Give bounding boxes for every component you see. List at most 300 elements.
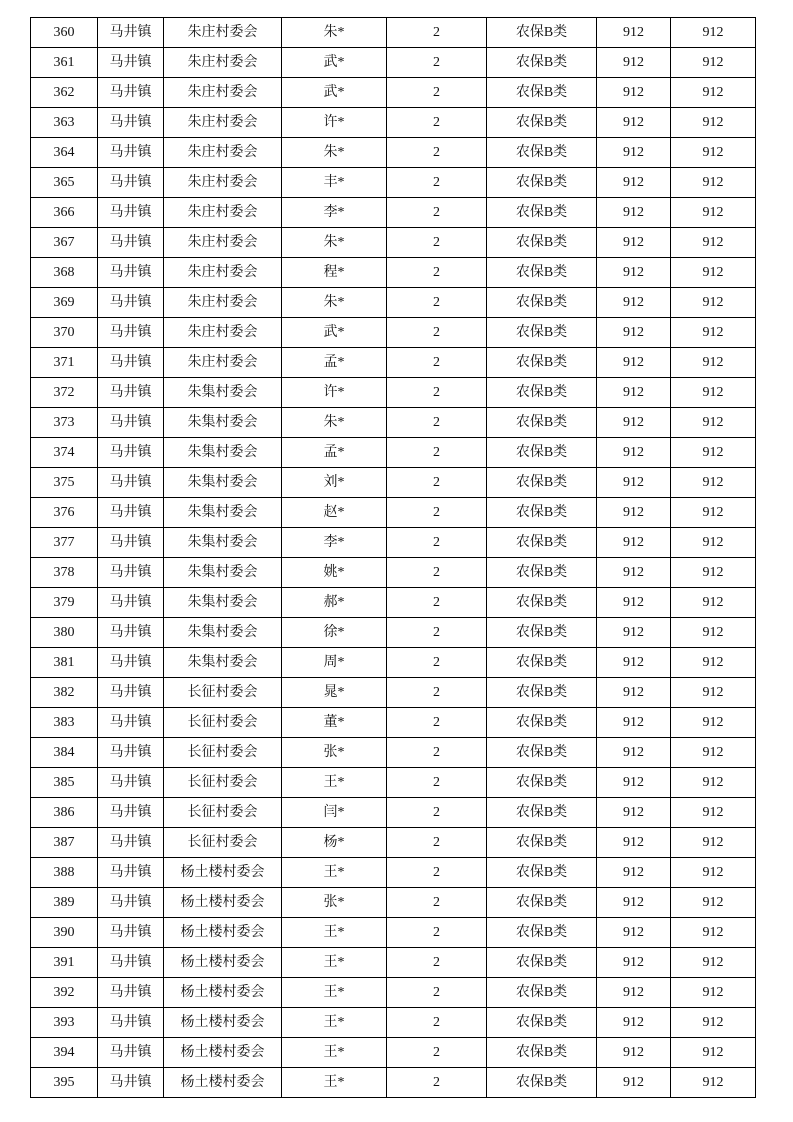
- insurance-type-cell: 农保B类: [487, 918, 597, 948]
- count-cell: 2: [387, 768, 487, 798]
- insurance-type-cell: 农保B类: [487, 828, 597, 858]
- name-cell: 武*: [282, 48, 387, 78]
- count-cell: 2: [387, 258, 487, 288]
- amount-cell: 912: [597, 738, 671, 768]
- insurance-type-cell: 农保B类: [487, 438, 597, 468]
- table-row: [31, 198, 756, 228]
- total-amount-cell: 912: [671, 828, 756, 858]
- row-number-cell: 395: [31, 1068, 98, 1098]
- table-row: [31, 978, 756, 1008]
- name-cell: 李*: [282, 198, 387, 228]
- table-row: [31, 78, 756, 108]
- amount-cell: 912: [597, 708, 671, 738]
- town-cell: 马井镇: [98, 768, 164, 798]
- village-committee-cell: 杨土楼村委会: [164, 858, 282, 888]
- town-cell: 马井镇: [98, 198, 164, 228]
- insurance-type-cell: 农保B类: [487, 618, 597, 648]
- total-amount-cell: 912: [671, 468, 756, 498]
- total-amount-cell: 912: [671, 318, 756, 348]
- name-cell: 王*: [282, 858, 387, 888]
- table-row: [31, 918, 756, 948]
- insurance-type-cell: 农保B类: [487, 1068, 597, 1098]
- row-number-cell: 392: [31, 978, 98, 1008]
- town-cell: 马井镇: [98, 468, 164, 498]
- insurance-type-cell: 农保B类: [487, 78, 597, 108]
- village-committee-cell: 朱庄村委会: [164, 108, 282, 138]
- town-cell: 马井镇: [98, 378, 164, 408]
- town-cell: 马井镇: [98, 258, 164, 288]
- insurance-type-cell: 农保B类: [487, 378, 597, 408]
- town-cell: 马井镇: [98, 48, 164, 78]
- insurance-type-cell: 农保B类: [487, 138, 597, 168]
- name-cell: 王*: [282, 1008, 387, 1038]
- table-row: [31, 168, 756, 198]
- town-cell: 马井镇: [98, 1008, 164, 1038]
- village-committee-cell: 杨土楼村委会: [164, 948, 282, 978]
- insurance-type-cell: 农保B类: [487, 798, 597, 828]
- amount-cell: 912: [597, 468, 671, 498]
- village-committee-cell: 朱庄村委会: [164, 48, 282, 78]
- name-cell: 张*: [282, 738, 387, 768]
- count-cell: 2: [387, 1068, 487, 1098]
- insurance-type-cell: 农保B类: [487, 48, 597, 78]
- row-number-cell: 365: [31, 168, 98, 198]
- name-cell: 张*: [282, 888, 387, 918]
- total-amount-cell: 912: [671, 558, 756, 588]
- amount-cell: 912: [597, 978, 671, 1008]
- table-row: [31, 708, 756, 738]
- total-amount-cell: 912: [671, 768, 756, 798]
- amount-cell: 912: [597, 378, 671, 408]
- table-row: [31, 948, 756, 978]
- row-number-cell: 379: [31, 588, 98, 618]
- amount-cell: 912: [597, 18, 671, 48]
- table-row: [31, 348, 756, 378]
- amount-cell: 912: [597, 558, 671, 588]
- insurance-type-cell: 农保B类: [487, 258, 597, 288]
- village-committee-cell: 朱集村委会: [164, 408, 282, 438]
- table-row: [31, 318, 756, 348]
- name-cell: 王*: [282, 978, 387, 1008]
- amount-cell: 912: [597, 78, 671, 108]
- count-cell: 2: [387, 78, 487, 108]
- count-cell: 2: [387, 228, 487, 258]
- row-number-cell: 377: [31, 528, 98, 558]
- amount-cell: 912: [597, 528, 671, 558]
- insurance-type-cell: 农保B类: [487, 588, 597, 618]
- amount-cell: 912: [597, 258, 671, 288]
- row-number-cell: 381: [31, 648, 98, 678]
- name-cell: 刘*: [282, 468, 387, 498]
- count-cell: 2: [387, 978, 487, 1008]
- name-cell: 朱*: [282, 228, 387, 258]
- town-cell: 马井镇: [98, 1038, 164, 1068]
- total-amount-cell: 912: [671, 858, 756, 888]
- amount-cell: 912: [597, 348, 671, 378]
- insurance-type-cell: 农保B类: [487, 168, 597, 198]
- name-cell: 晁*: [282, 678, 387, 708]
- town-cell: 马井镇: [98, 918, 164, 948]
- insurance-type-cell: 农保B类: [487, 198, 597, 228]
- town-cell: 马井镇: [98, 108, 164, 138]
- row-number-cell: 382: [31, 678, 98, 708]
- village-committee-cell: 朱庄村委会: [164, 288, 282, 318]
- town-cell: 马井镇: [98, 618, 164, 648]
- total-amount-cell: 912: [671, 408, 756, 438]
- name-cell: 杨*: [282, 828, 387, 858]
- amount-cell: 912: [597, 588, 671, 618]
- town-cell: 马井镇: [98, 588, 164, 618]
- village-committee-cell: 长征村委会: [164, 708, 282, 738]
- name-cell: 徐*: [282, 618, 387, 648]
- row-number-cell: 375: [31, 468, 98, 498]
- row-number-cell: 368: [31, 258, 98, 288]
- count-cell: 2: [387, 858, 487, 888]
- table-row: [31, 558, 756, 588]
- count-cell: 2: [387, 48, 487, 78]
- total-amount-cell: 912: [671, 18, 756, 48]
- insurance-type-cell: 农保B类: [487, 498, 597, 528]
- table-row: [31, 378, 756, 408]
- name-cell: 董*: [282, 708, 387, 738]
- amount-cell: 912: [597, 618, 671, 648]
- amount-cell: 912: [597, 888, 671, 918]
- total-amount-cell: 912: [671, 258, 756, 288]
- total-amount-cell: 912: [671, 228, 756, 258]
- name-cell: 丰*: [282, 168, 387, 198]
- town-cell: 马井镇: [98, 828, 164, 858]
- row-number-cell: 363: [31, 108, 98, 138]
- beneficiary-table: [30, 17, 756, 1098]
- total-amount-cell: 912: [671, 738, 756, 768]
- total-amount-cell: 912: [671, 588, 756, 618]
- count-cell: 2: [387, 618, 487, 648]
- amount-cell: 912: [597, 1038, 671, 1068]
- table-row: [31, 468, 756, 498]
- town-cell: 马井镇: [98, 948, 164, 978]
- table-row: [31, 648, 756, 678]
- village-committee-cell: 朱集村委会: [164, 528, 282, 558]
- table-row: [31, 858, 756, 888]
- total-amount-cell: 912: [671, 648, 756, 678]
- count-cell: 2: [387, 408, 487, 438]
- insurance-type-cell: 农保B类: [487, 708, 597, 738]
- amount-cell: 912: [597, 138, 671, 168]
- name-cell: 王*: [282, 948, 387, 978]
- village-committee-cell: 朱庄村委会: [164, 228, 282, 258]
- count-cell: 2: [387, 438, 487, 468]
- insurance-type-cell: 农保B类: [487, 738, 597, 768]
- table-row: [31, 498, 756, 528]
- name-cell: 孟*: [282, 438, 387, 468]
- insurance-type-cell: 农保B类: [487, 858, 597, 888]
- town-cell: 马井镇: [98, 438, 164, 468]
- village-committee-cell: 长征村委会: [164, 738, 282, 768]
- town-cell: 马井镇: [98, 738, 164, 768]
- count-cell: 2: [387, 738, 487, 768]
- name-cell: 许*: [282, 108, 387, 138]
- name-cell: 朱*: [282, 408, 387, 438]
- name-cell: 赵*: [282, 498, 387, 528]
- row-number-cell: 383: [31, 708, 98, 738]
- insurance-type-cell: 农保B类: [487, 408, 597, 438]
- count-cell: 2: [387, 108, 487, 138]
- total-amount-cell: 912: [671, 78, 756, 108]
- insurance-type-cell: 农保B类: [487, 468, 597, 498]
- count-cell: 2: [387, 948, 487, 978]
- town-cell: 马井镇: [98, 228, 164, 258]
- village-committee-cell: 杨土楼村委会: [164, 918, 282, 948]
- name-cell: 姚*: [282, 558, 387, 588]
- table-row: [31, 768, 756, 798]
- total-amount-cell: 912: [671, 948, 756, 978]
- total-amount-cell: 912: [671, 438, 756, 468]
- row-number-cell: 390: [31, 918, 98, 948]
- village-committee-cell: 长征村委会: [164, 678, 282, 708]
- row-number-cell: 393: [31, 1008, 98, 1038]
- total-amount-cell: 912: [671, 288, 756, 318]
- total-amount-cell: 912: [671, 138, 756, 168]
- amount-cell: 912: [597, 288, 671, 318]
- name-cell: 朱*: [282, 138, 387, 168]
- amount-cell: 912: [597, 408, 671, 438]
- total-amount-cell: 912: [671, 888, 756, 918]
- name-cell: 朱*: [282, 18, 387, 48]
- total-amount-cell: 912: [671, 198, 756, 228]
- row-number-cell: 371: [31, 348, 98, 378]
- row-number-cell: 387: [31, 828, 98, 858]
- count-cell: 2: [387, 918, 487, 948]
- town-cell: 马井镇: [98, 318, 164, 348]
- count-cell: 2: [387, 348, 487, 378]
- count-cell: 2: [387, 588, 487, 618]
- town-cell: 马井镇: [98, 78, 164, 108]
- count-cell: 2: [387, 678, 487, 708]
- name-cell: 程*: [282, 258, 387, 288]
- row-number-cell: 370: [31, 318, 98, 348]
- village-committee-cell: 长征村委会: [164, 828, 282, 858]
- insurance-type-cell: 农保B类: [487, 768, 597, 798]
- total-amount-cell: 912: [671, 48, 756, 78]
- town-cell: 马井镇: [98, 858, 164, 888]
- count-cell: 2: [387, 318, 487, 348]
- name-cell: 朱*: [282, 288, 387, 318]
- insurance-type-cell: 农保B类: [487, 108, 597, 138]
- town-cell: 马井镇: [98, 498, 164, 528]
- total-amount-cell: 912: [671, 798, 756, 828]
- row-number-cell: 367: [31, 228, 98, 258]
- count-cell: 2: [387, 138, 487, 168]
- name-cell: 孟*: [282, 348, 387, 378]
- table-row: [31, 258, 756, 288]
- count-cell: 2: [387, 468, 487, 498]
- village-committee-cell: 朱集村委会: [164, 648, 282, 678]
- total-amount-cell: 912: [671, 1008, 756, 1038]
- village-committee-cell: 朱集村委会: [164, 558, 282, 588]
- count-cell: 2: [387, 378, 487, 408]
- amount-cell: 912: [597, 648, 671, 678]
- village-committee-cell: 朱集村委会: [164, 438, 282, 468]
- total-amount-cell: 912: [671, 708, 756, 738]
- insurance-type-cell: 农保B类: [487, 1008, 597, 1038]
- town-cell: 马井镇: [98, 138, 164, 168]
- row-number-cell: 373: [31, 408, 98, 438]
- village-committee-cell: 杨土楼村委会: [164, 1068, 282, 1098]
- village-committee-cell: 朱庄村委会: [164, 258, 282, 288]
- total-amount-cell: 912: [671, 678, 756, 708]
- village-committee-cell: 长征村委会: [164, 798, 282, 828]
- village-committee-cell: 长征村委会: [164, 768, 282, 798]
- total-amount-cell: 912: [671, 168, 756, 198]
- village-committee-cell: 朱集村委会: [164, 588, 282, 618]
- total-amount-cell: 912: [671, 498, 756, 528]
- town-cell: 马井镇: [98, 678, 164, 708]
- count-cell: 2: [387, 828, 487, 858]
- row-number-cell: 389: [31, 888, 98, 918]
- count-cell: 2: [387, 1008, 487, 1038]
- insurance-type-cell: 农保B类: [487, 558, 597, 588]
- village-committee-cell: 杨土楼村委会: [164, 888, 282, 918]
- table-row: [31, 228, 756, 258]
- name-cell: 王*: [282, 918, 387, 948]
- insurance-type-cell: 农保B类: [487, 888, 597, 918]
- table-row: [31, 798, 756, 828]
- row-number-cell: 364: [31, 138, 98, 168]
- count-cell: 2: [387, 288, 487, 318]
- amount-cell: 912: [597, 678, 671, 708]
- name-cell: 李*: [282, 528, 387, 558]
- amount-cell: 912: [597, 768, 671, 798]
- count-cell: 2: [387, 798, 487, 828]
- row-number-cell: 372: [31, 378, 98, 408]
- count-cell: 2: [387, 168, 487, 198]
- village-committee-cell: 杨土楼村委会: [164, 1038, 282, 1068]
- insurance-type-cell: 农保B类: [487, 948, 597, 978]
- village-committee-cell: 朱庄村委会: [164, 318, 282, 348]
- total-amount-cell: 912: [671, 528, 756, 558]
- row-number-cell: 374: [31, 438, 98, 468]
- village-committee-cell: 朱集村委会: [164, 498, 282, 528]
- name-cell: 武*: [282, 78, 387, 108]
- table-row: [31, 828, 756, 858]
- village-committee-cell: 朱集村委会: [164, 378, 282, 408]
- count-cell: 2: [387, 648, 487, 678]
- name-cell: 武*: [282, 318, 387, 348]
- town-cell: 马井镇: [98, 18, 164, 48]
- town-cell: 马井镇: [98, 708, 164, 738]
- row-number-cell: 384: [31, 738, 98, 768]
- town-cell: 马井镇: [98, 558, 164, 588]
- name-cell: 郝*: [282, 588, 387, 618]
- insurance-type-cell: 农保B类: [487, 648, 597, 678]
- table-row: [31, 288, 756, 318]
- table-row: [31, 738, 756, 768]
- table-row: [31, 1068, 756, 1098]
- row-number-cell: 378: [31, 558, 98, 588]
- town-cell: 马井镇: [98, 1068, 164, 1098]
- row-number-cell: 385: [31, 768, 98, 798]
- table-row: [31, 618, 756, 648]
- total-amount-cell: 912: [671, 978, 756, 1008]
- total-amount-cell: 912: [671, 618, 756, 648]
- row-number-cell: 391: [31, 948, 98, 978]
- town-cell: 马井镇: [98, 288, 164, 318]
- total-amount-cell: 912: [671, 1038, 756, 1068]
- village-committee-cell: 杨土楼村委会: [164, 978, 282, 1008]
- total-amount-cell: 912: [671, 1068, 756, 1098]
- table-body: [31, 18, 756, 1098]
- amount-cell: 912: [597, 318, 671, 348]
- amount-cell: 912: [597, 438, 671, 468]
- count-cell: 2: [387, 708, 487, 738]
- row-number-cell: 361: [31, 48, 98, 78]
- amount-cell: 912: [597, 48, 671, 78]
- table-row: [31, 438, 756, 468]
- name-cell: 王*: [282, 768, 387, 798]
- amount-cell: 912: [597, 918, 671, 948]
- table-row: [31, 528, 756, 558]
- name-cell: 许*: [282, 378, 387, 408]
- table-row: [31, 108, 756, 138]
- name-cell: 王*: [282, 1038, 387, 1068]
- village-committee-cell: 朱庄村委会: [164, 198, 282, 228]
- amount-cell: 912: [597, 798, 671, 828]
- insurance-type-cell: 农保B类: [487, 978, 597, 1008]
- table-row: [31, 408, 756, 438]
- table-row: [31, 18, 756, 48]
- table-row: [31, 1008, 756, 1038]
- village-committee-cell: 朱集村委会: [164, 618, 282, 648]
- name-cell: 周*: [282, 648, 387, 678]
- town-cell: 马井镇: [98, 528, 164, 558]
- town-cell: 马井镇: [98, 888, 164, 918]
- town-cell: 马井镇: [98, 408, 164, 438]
- count-cell: 2: [387, 18, 487, 48]
- insurance-type-cell: 农保B类: [487, 18, 597, 48]
- insurance-type-cell: 农保B类: [487, 1038, 597, 1068]
- village-committee-cell: 朱集村委会: [164, 468, 282, 498]
- row-number-cell: 380: [31, 618, 98, 648]
- town-cell: 马井镇: [98, 348, 164, 378]
- name-cell: 王*: [282, 1068, 387, 1098]
- row-number-cell: 394: [31, 1038, 98, 1068]
- row-number-cell: 386: [31, 798, 98, 828]
- row-number-cell: 360: [31, 18, 98, 48]
- table-row: [31, 1038, 756, 1068]
- total-amount-cell: 912: [671, 348, 756, 378]
- insurance-type-cell: 农保B类: [487, 318, 597, 348]
- amount-cell: 912: [597, 1068, 671, 1098]
- amount-cell: 912: [597, 948, 671, 978]
- insurance-type-cell: 农保B类: [487, 288, 597, 318]
- insurance-type-cell: 农保B类: [487, 678, 597, 708]
- total-amount-cell: 912: [671, 108, 756, 138]
- village-committee-cell: 朱庄村委会: [164, 18, 282, 48]
- count-cell: 2: [387, 888, 487, 918]
- insurance-type-cell: 农保B类: [487, 528, 597, 558]
- town-cell: 马井镇: [98, 648, 164, 678]
- total-amount-cell: 912: [671, 918, 756, 948]
- count-cell: 2: [387, 198, 487, 228]
- row-number-cell: 376: [31, 498, 98, 528]
- village-committee-cell: 朱庄村委会: [164, 348, 282, 378]
- amount-cell: 912: [597, 108, 671, 138]
- amount-cell: 912: [597, 498, 671, 528]
- town-cell: 马井镇: [98, 168, 164, 198]
- table-row: [31, 678, 756, 708]
- amount-cell: 912: [597, 828, 671, 858]
- count-cell: 2: [387, 558, 487, 588]
